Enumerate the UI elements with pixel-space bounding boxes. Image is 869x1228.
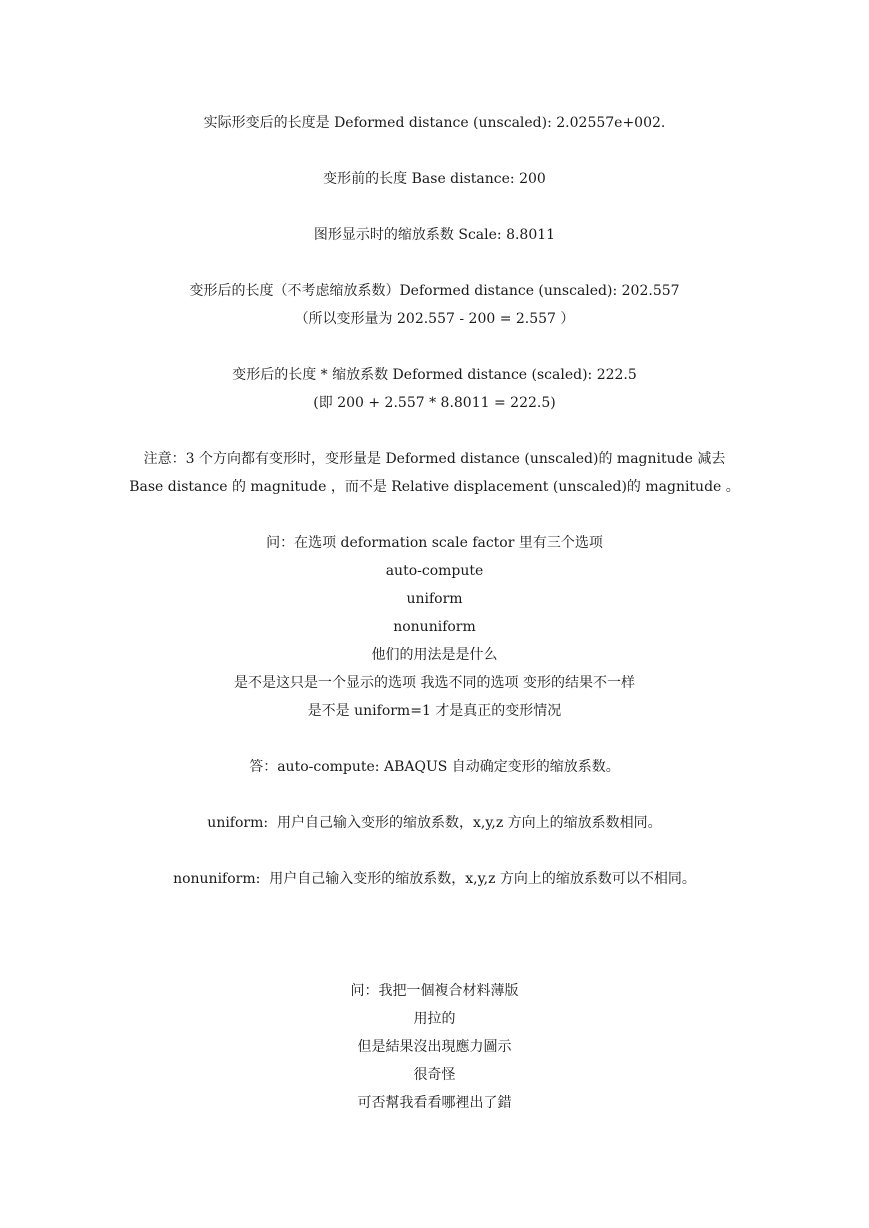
text-line-question-1: 问：在选项 deformation scale factor 里有三个选项 <box>266 535 603 551</box>
text-line-answer-nonuniform: nonuniform: 用户自己输入变形的缩放系数，x,y,z 方向上的缩放系数可以不相同。 <box>173 871 696 887</box>
text-line-scaled-calc: (即 200 + 2.557 * 8.8011 = 222.5) <box>313 395 556 411</box>
text-line-strange: 很奇怪 <box>413 1067 456 1083</box>
text-line-pull: 用拉的 <box>413 1011 456 1027</box>
text-line-deformation-amount: （所以变形量为 202.557 - 200 = 2.557 ） <box>294 311 575 327</box>
text-line-option-nonuniform: nonuniform <box>393 619 476 635</box>
text-line-help: 可否幫我看看哪裡出了錯 <box>357 1095 512 1111</box>
text-line-answer-auto: 答：auto-compute: ABAQUS 自动确定变形的缩放系数。 <box>249 759 620 775</box>
text-line-base-distance: 变形前的长度 Base distance: 200 <box>323 171 546 187</box>
text-line-deformed-scaled: 变形后的长度 * 缩放系数 Deformed distance (scaled): 222.5 <box>232 367 637 383</box>
text-line-question-uniform: 是不是 uniform=1 才是真正的变形情况 <box>307 703 562 719</box>
text-line-deformed-unscaled: 变形后的长度（不考虑缩放系数）Deformed distance (unscaled): 202.557 <box>189 283 680 299</box>
text-line-note-2: Base distance 的 magnitude ，而不是 Relative displacement (unscaled)的 magnitude 。 <box>129 479 740 495</box>
text-line-no-stress: 但是結果沒出現應力圖示 <box>357 1039 512 1055</box>
text-line-note-1: 注意：3 个方向都有变形时，变形量是 Deformed distance (unscaled)的 magnitude 减去 <box>143 451 726 467</box>
text-line-option-uniform: uniform <box>406 591 463 607</box>
text-line-question-2: 问：我把一個複合材料薄版 <box>350 983 519 999</box>
text-line-option-auto: auto-compute <box>385 563 484 579</box>
text-line-question-display: 是不是这只是一个显示的选项 我选不同的选项 变形的结果不一样 <box>234 675 635 691</box>
text-line-deformed-distance-raw: 实际形变后的长度是 Deformed distance (unscaled): 2.02557e+002. <box>203 115 666 131</box>
text-line-question-usage: 他们的用法是是什么 <box>371 647 498 663</box>
text-line-scale: 图形显示时的缩放系数 Scale: 8.8011 <box>313 227 556 243</box>
text-line-answer-uniform: uniform: 用户自己输入变形的缩放系数，x,y,z 方向上的缩放系数相同。 <box>207 815 662 831</box>
